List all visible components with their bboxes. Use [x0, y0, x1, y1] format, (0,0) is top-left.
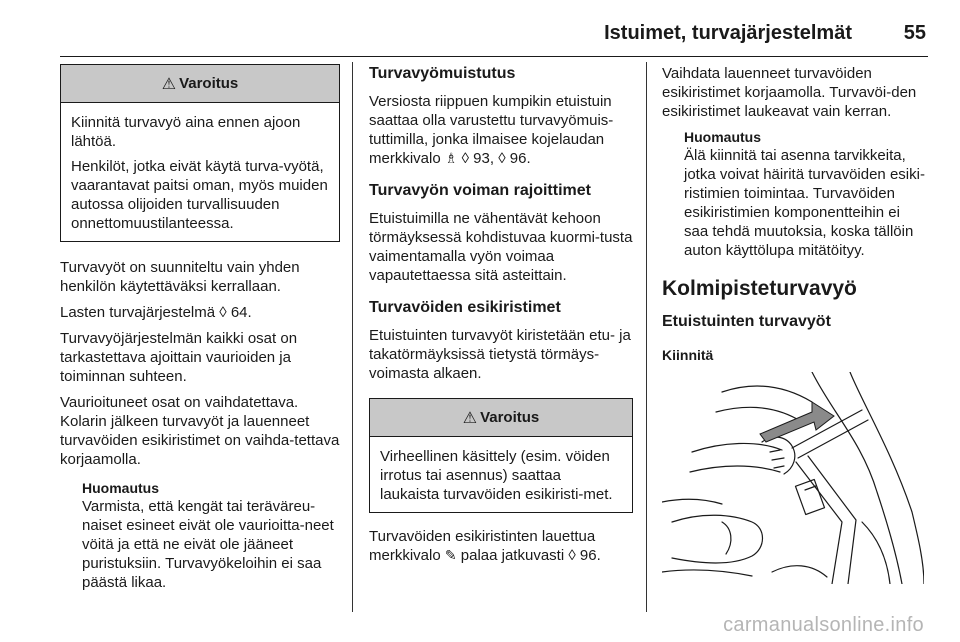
note-heading: Huomautus: [684, 129, 761, 145]
body-paragraph: Lasten turvajärjestelmä ◊ 64.: [60, 304, 252, 321]
warning-triangle-icon: ⚠: [462, 409, 478, 427]
heading-seatbelt-reminder: Turvavyömuistutus: [369, 65, 516, 82]
reminder-refs: ◊ 93, ◊ 96.: [461, 150, 531, 167]
heading-fasten: Kiinnitä: [662, 347, 714, 363]
seatbelt-drawing: [662, 372, 924, 584]
note-text: Varmista, että kengät tai teräväreu-naiset esineet eivät ole vaurioitta-neet vöitä ja että ne eivät ole jääneet puristuksiin. Turvavyökeloihin ei saa päästä likaa.: [82, 498, 334, 591]
watermark: carmanualsonline.info: [723, 614, 924, 636]
heading-three-point-belt: Kolmipisteturvavyö: [662, 277, 857, 300]
warning-header: [61, 65, 339, 103]
note-text: Älä kiinnitä tai asenna tarvikkeita, jotka voivat häiritä turvavöiden esiki-ristimien toimintaa. Turvavöiden esikiristimien komponentteihin ei saa tehdä muutoksia, koska tällöin auton käyttölupa mitätöityy.: [684, 147, 925, 259]
seatbelt-illustration: [662, 372, 924, 584]
page-number: 55: [903, 22, 926, 44]
body-paragraph: Vaurioituneet osat on vaihdatettava. Kolarin jälkeen turvavyöt ja lauenneet turvavöiden esikiristimet on vaihda-tettava korjaamolla.: [60, 394, 340, 468]
note-heading: Huomautus: [82, 480, 159, 496]
warning-text: Virheellinen käsittely (esim. vöiden irrotus tai asennus) saattaa laukaista turvavöiden esikiristi-met.: [380, 448, 613, 503]
heading-pretensioners: Turvavöiden esikiristimet: [369, 299, 561, 316]
page-header: [0, 22, 960, 52]
column-1: [60, 64, 340, 592]
seatbelt-reminder-icon: ♗: [444, 150, 458, 166]
note-box: [60, 479, 340, 592]
heading-front-seatbelts: Etuistuinten turvavyöt: [662, 313, 831, 330]
trigger-text: Turvavöiden esikiristinten lauettua merkkivalo: [369, 528, 596, 564]
heading-force-limiters: Turvavyön voiman rajoittimet: [369, 182, 591, 199]
warning-body: [370, 437, 632, 512]
warning-box: [60, 64, 340, 242]
body-paragraph: Turvavyöt on suunniteltu vain yhden henkilön käytettäväksi kerrallaan.: [60, 259, 300, 295]
trigger-text: palaa jatkuvasti ◊ 96.: [460, 547, 601, 564]
header-rule: [60, 56, 928, 57]
column-3: [662, 64, 928, 584]
column-2: [369, 64, 633, 572]
note-box: [662, 128, 928, 260]
column-divider: [352, 62, 353, 612]
body-paragraph: Vaihdata lauenneet turvavöiden esikiristimet korjaamolla. Turvavöi-den esikiristimet laukeavat vain kerran.: [662, 65, 917, 120]
warning-text: Kiinnitä turvavyö aina ennen ajoon lähtöä.: [71, 114, 301, 150]
warning-label: Varoitus: [480, 409, 540, 426]
body-paragraph: Etuistuinten turvavyöt kiristetään etu- ja takatörmäyksissä tietystä törmäys-voimasta alkaen.: [369, 327, 631, 382]
warning-body: [61, 103, 339, 241]
body-paragraph: [369, 92, 633, 168]
warning-triangle-icon: ⚠: [161, 75, 177, 93]
body-paragraph: Turvavyöjärjestelmän kaikki osat on tarkastettava ajoittain vaurioiden ja toiminnan suhteen.: [60, 330, 298, 385]
warning-header: [370, 399, 632, 437]
warning-label: Varoitus: [179, 75, 239, 92]
reminder-text: Versiosta riippuen kumpikin etuistuin saattaa olla varustettu turvavyömuis-tuttimilla, jonka ilmaisee kojelaudan merkkivalo: [369, 93, 614, 167]
body-paragraph: Etuistuimilla ne vähentävät kehoon törmäyksessä kohdistuvaa kuormi-tusta vaimentamalla vyön voimaa vapautettaessa sitä asteittain.: [369, 210, 633, 284]
body-paragraph: [369, 527, 633, 565]
warning-text: Henkilöt, jotka eivät käytä turva-vyötä, vaarantavat paitsi oman, myös muiden autossa olijoiden turvallisuuden onnettomuustilanteessa.: [71, 158, 328, 232]
airbag-warning-icon: ✎: [444, 547, 457, 563]
section-title: Istuimet, turvajärjestelmät: [604, 22, 852, 44]
warning-box: [369, 398, 633, 513]
column-divider: [646, 62, 647, 612]
